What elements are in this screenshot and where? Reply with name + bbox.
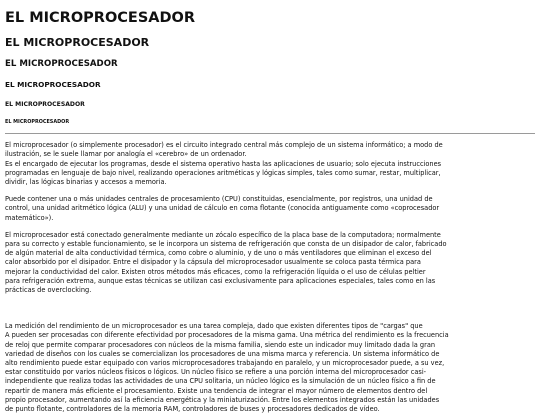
paragraph-definition: El microprocesador (o simplemente procesador) es el circuito integrado central más complejo de un sistema informático; a modo de ilustración, se le suele llamar por analogía el «cerebro» de un ordenador. Es el encargado de ejecutar los programas, desde el sistema operativo hasta las aplicaciones de usuario; solo ejecuta instrucciones programadas en lenguaje de bajo nivel, realizando operaciones aritméticas y lógicas simples, tales como sumar, restar, multiplicar, dividir, las lógicas binarias y accesos a memoria. (5, 141, 443, 187)
heading-level-3: EL MICROPROCESADOR (5, 59, 118, 70)
heading-level-1: EL MICROPROCESADOR (5, 10, 196, 26)
paragraph-cpu-units: Puede contener una o más unidades centrales de procesamiento (CPU) constituidas, esencialmente, por registros, una unidad de control, una unidad aritmético lógica (ALU) y una unidad de cálculo en coma flotante (conocida antiguamente como «coprocesador matemático»). (5, 195, 440, 222)
document-page (0, 10, 540, 415)
horizontal-divider (5, 133, 535, 134)
blank-space (5, 303, 535, 322)
heading-level-5: EL MICROPROCESADOR (5, 100, 85, 108)
heading-level-2: EL MICROPROCESADOR (5, 35, 150, 49)
heading-level-6: EL MICROPROCESADOR (5, 118, 70, 125)
paragraph-performance: La medición del rendimiento de un microprocesador es una tarea compleja, dado que existen diferentes tipos de "cargas" que A pueden ser procesadas con diferente efectividad por procesadores de la misma gama. Una métrica del rendimiento es la frecuencia de reloj que permite comparar procesadores con núcleos de la misma familia, siendo este un indicador muy limitado dada la gran variedad de diseños con los cuales se comercializan los procesadores de una misma marca y referencia. Un sistema informático de alto rendimiento puede estar equipado con varios microprocesadores trabajando en paralelo, y un microprocesador puede, a su vez, estar constituido por varios núcleos físicos o lógicos. Un núcleo físico se refiere a una porción interna del microprocesador casi- independiente que realiza todas las actividades de una CPU solitaria, un núcleo lógico es la simulación de un núcleo físico a fin de repartir de manera más eficiente el procesamiento. Existe una tendencia de integrar el mayor número de elementos dentro del propio procesador, aumentando así la eficiencia energética y la miniaturización. Entre los elementos integrados están las unidades de punto flotante, controladores de la memoria RAM, controladores de buses y procesadores dedicados de vídeo. (5, 322, 449, 414)
heading-level-4: EL MICROPROCESADOR (5, 80, 101, 90)
paragraph-cooling: El microprocesador está conectado generalmente mediante un zócalo específico de la placa base de la computadora; normalmente para su correcto y estable funcionamiento, se le incorpora un sistema de refrigeración que consta de un disipador de calor, fabricado de algún material de alta conductividad térmica, como cobre o aluminio, y de uno o más ventiladores que eliminan el exceso del calor absorbido por el disipador. Entre el disipador y la cápsula del microprocesador usualmente se coloca pasta térmica para mejorar la conductividad del calor. Existen otros métodos más eficaces, como la refrigeración líquida o el uso de células peltier para refrigeración extrema, aunque estas técnicas se utilizan casi exclusivamente para aplicaciones especiales, tales como en las prácticas de overclocking. (5, 230, 447, 295)
